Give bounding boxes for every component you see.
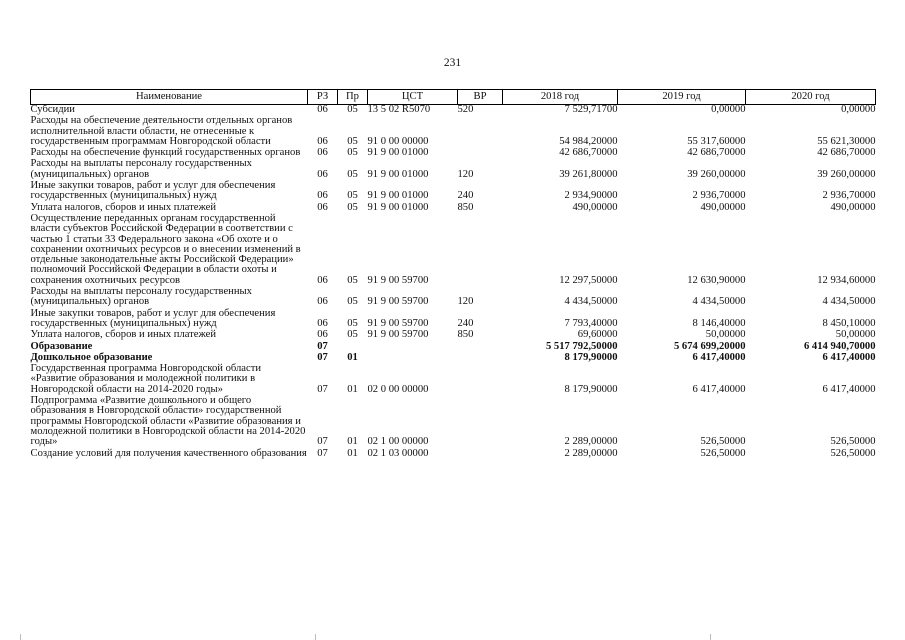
table-row	[31, 449, 876, 460]
cell-cst: 02 1 03 00000	[367, 447, 429, 459]
cell-name: Иные закупки товаров, работ и услуг для обеспечения государственных (муниципальных) нужд	[30, 307, 276, 329]
header-cst: ЦСТ	[368, 90, 458, 105]
cell-rz: 07	[317, 383, 328, 395]
cell-pr: 01	[347, 447, 358, 459]
cell-pr: 05	[347, 317, 358, 329]
cell-y2019: 526,50000	[700, 436, 746, 448]
cell-y2019: 12 630,90000	[687, 274, 746, 286]
header-2019: 2019 год	[618, 90, 746, 105]
cell-name: Создание условий для получения качественного образования	[30, 447, 307, 459]
cell-y2018: 2 289,00000	[564, 447, 618, 459]
cell-y2020: 42 686,70000	[817, 147, 876, 159]
cell-vr	[458, 148, 503, 159]
cell-name: Уплата налогов, сборов и иных платежей	[30, 329, 217, 341]
cell-y2018: 12 297,50000	[559, 274, 618, 286]
cell-rz: 06	[317, 190, 328, 202]
cell-name: Расходы на обеспечение функций государственных органов	[30, 147, 301, 159]
cell-cst: 91 9 00 01000	[367, 168, 429, 180]
header-name: Наименование	[31, 90, 308, 105]
cell-cst: 02 1 00 00000	[367, 436, 429, 448]
cell-y2018: 8 179,90000	[564, 351, 618, 363]
table-row	[31, 181, 876, 203]
cell-pr: 05	[347, 135, 358, 147]
cell-rz: 07	[317, 436, 328, 448]
cell-y2019: 2 936,70000	[692, 190, 746, 202]
cell-vr	[458, 214, 503, 287]
cell-y2020: 6 414 940,70000	[803, 340, 876, 352]
cell-rz: 06	[317, 329, 328, 341]
cell-y2018: 490,00000	[572, 201, 618, 213]
cell-y2019: 55 317,60000	[687, 135, 746, 147]
cell-y2020: 490,00000	[830, 201, 876, 213]
cell-cst: 91 9 00 59700	[367, 296, 429, 308]
cell-pr: 05	[347, 104, 358, 115]
cell-cst: 13 5 02 R5070	[367, 104, 431, 115]
cell-cst: 91 0 00 00000	[367, 135, 429, 147]
cell-vr: 120	[457, 296, 474, 308]
cell-vr	[458, 449, 503, 460]
table-row	[31, 342, 876, 353]
cell-y2020: 39 260,00000	[817, 168, 876, 180]
cell-name: Расходы на выплаты персоналу государственных (муниципальных) органов	[30, 158, 252, 180]
cell-cst: 91 9 00 01000	[367, 201, 429, 213]
cell-rz: 06	[317, 104, 328, 115]
cell-pr: 05	[347, 190, 358, 202]
cell-pr: 01	[347, 351, 358, 363]
cell-cst: 91 9 00 59700	[367, 274, 429, 286]
cell-y2018: 5 517 792,50000	[545, 340, 618, 352]
header-vr: ВР	[458, 90, 503, 105]
cell-vr: 240	[457, 317, 474, 329]
cell-y2019: 490,00000	[700, 201, 746, 213]
cell-y2019: 50,00000	[705, 329, 746, 341]
cell-y2020: 12 934,60000	[817, 274, 876, 286]
cell-y2020: 50,00000	[835, 329, 876, 341]
cell-y2020: 55 621,30000	[817, 135, 876, 147]
cell-y2020: 2 936,70000	[822, 190, 876, 202]
cell-y2019: 42 686,70000	[687, 147, 746, 159]
cell-vr: 520	[457, 104, 474, 115]
cell-y2019: 6 417,40000	[692, 351, 746, 363]
cell-cst: 91 9 00 59700	[367, 329, 429, 341]
cell-pr: 05	[347, 296, 358, 308]
cell-vr: 120	[457, 168, 474, 180]
cell-cst: 91 9 00 01000	[367, 147, 429, 159]
cell-name: Расходы на обеспечение деятельности отдельных органов исполнительной власти области, не отнесенные к государственным программам Новгородской области	[30, 115, 293, 147]
header-rz: РЗ	[308, 90, 338, 105]
cell-cst: 91 9 00 59700	[367, 317, 429, 329]
cell-rz: 06	[317, 135, 328, 147]
cell-vr	[458, 342, 503, 353]
cell-y2018: 69,60000	[577, 329, 618, 341]
header-2020: 2020 год	[746, 90, 876, 105]
cell-vr	[458, 116, 503, 148]
cell-vr	[458, 396, 503, 448]
cell-name: Уплата налогов, сборов и иных платежей	[30, 201, 217, 213]
cell-pr: 05	[347, 201, 358, 213]
cell-y2019: 0,00000	[711, 104, 746, 115]
cell-name: Расходы на выплаты персоналу государственных (муниципальных) органов	[30, 286, 252, 308]
cell-y2018: 7 793,40000	[564, 317, 618, 329]
cell-y2019: 526,50000	[700, 447, 746, 459]
cell-name: Субсидии	[30, 104, 75, 115]
cell-y2020: 6 417,40000	[822, 351, 876, 363]
cell-pr: 05	[347, 329, 358, 341]
cell-rz: 06	[317, 147, 328, 159]
table-row	[31, 287, 876, 309]
table-row	[31, 214, 876, 287]
cell-y2019: 4 434,50000	[692, 296, 746, 308]
cell-y2019: 5 674 699,20000	[673, 340, 746, 352]
cell-y2019: 6 417,40000	[692, 383, 746, 395]
cell-y2018: 8 179,90000	[564, 383, 618, 395]
cell-y2018: 4 434,50000	[564, 296, 618, 308]
cell-pr: 05	[347, 168, 358, 180]
cell-y2020: 6 417,40000	[822, 383, 876, 395]
cell-y2018: 42 686,70000	[559, 147, 618, 159]
cell-y2020: 0,00000	[841, 104, 876, 115]
cell-vr	[458, 364, 503, 396]
cell-name: Дошкольное образование	[30, 351, 153, 363]
header-2018: 2018 год	[503, 90, 618, 105]
cell-name: Образование	[30, 340, 93, 352]
table-header-row	[31, 90, 876, 105]
cell-pr: 05	[347, 274, 358, 286]
cell-y2018: 39 261,80000	[559, 168, 618, 180]
cell-y2019: 39 260,00000	[687, 168, 746, 180]
table-row	[31, 309, 876, 331]
cell-name: Иные закупки товаров, работ и услуг для обеспечения государственных (муниципальных) нужд	[30, 180, 276, 202]
cell-pr: 05	[347, 147, 358, 159]
cell-cst: 91 9 00 01000	[367, 190, 429, 202]
cell-name: Осуществление переданных органам государственной власти субъектов Российской Федерации в соответствии с частью 1 статьи 33 Федерального закона «Об охоте и о сохранении охотничьих ресурсов и о внесении изменений в отдельные законодательные акты Российской Федерации» полномочий Российской Федерации в области охоты и сохранения охотничьих ресурсов	[30, 212, 301, 286]
budget-table	[30, 89, 876, 460]
cell-y2019: 8 146,40000	[692, 317, 746, 329]
cell-y2020: 8 450,10000	[822, 317, 876, 329]
cell-rz: 06	[317, 201, 328, 213]
cell-y2020: 4 434,50000	[822, 296, 876, 308]
cell-y2020: 526,50000	[830, 436, 876, 448]
table-row	[31, 396, 876, 448]
cell-name: Подпрограмма «Развитие дошкольного и общего образования в Новгородской области» государственной программы Новгородской области «Развитие образования и молодежной политики в Новгородской области на 2014-2020 годы»	[30, 395, 306, 448]
cell-rz: 06	[317, 296, 328, 308]
cell-name: Государственная программа Новгородской области «Развитие образования и молодежной политики в Новгородской области на 2014-2020 годы»	[30, 363, 262, 395]
cell-rz: 06	[317, 317, 328, 329]
cell-rz: 07	[317, 340, 328, 352]
cell-y2018: 7 529,71700	[564, 104, 618, 115]
table-row	[31, 159, 876, 181]
cell-vr	[458, 353, 503, 364]
cell-cst	[368, 342, 458, 353]
cell-y2020: 526,50000	[830, 447, 876, 459]
cell-rz: 07	[317, 447, 328, 459]
cell-cst: 02 0 00 00000	[367, 383, 429, 395]
header-pr: Пр	[338, 90, 368, 105]
table-row	[31, 116, 876, 148]
cell-y2018: 2 934,90000	[564, 190, 618, 202]
cell-rz: 06	[317, 168, 328, 180]
cell-pr: 01	[347, 436, 358, 448]
cell-vr: 240	[457, 190, 474, 202]
cell-pr: 01	[347, 383, 358, 395]
table-row	[31, 364, 876, 396]
page-number: 231	[443, 57, 462, 69]
table-row	[31, 330, 876, 341]
cell-cst	[368, 353, 458, 364]
table-body	[31, 105, 876, 460]
cell-rz: 07	[317, 351, 328, 363]
cell-y2018: 2 289,00000	[564, 436, 618, 448]
cell-rz: 06	[317, 274, 328, 286]
cell-y2018: 54 984,20000	[559, 135, 618, 147]
cell-vr: 850	[457, 329, 474, 341]
cell-vr: 850	[457, 201, 474, 213]
